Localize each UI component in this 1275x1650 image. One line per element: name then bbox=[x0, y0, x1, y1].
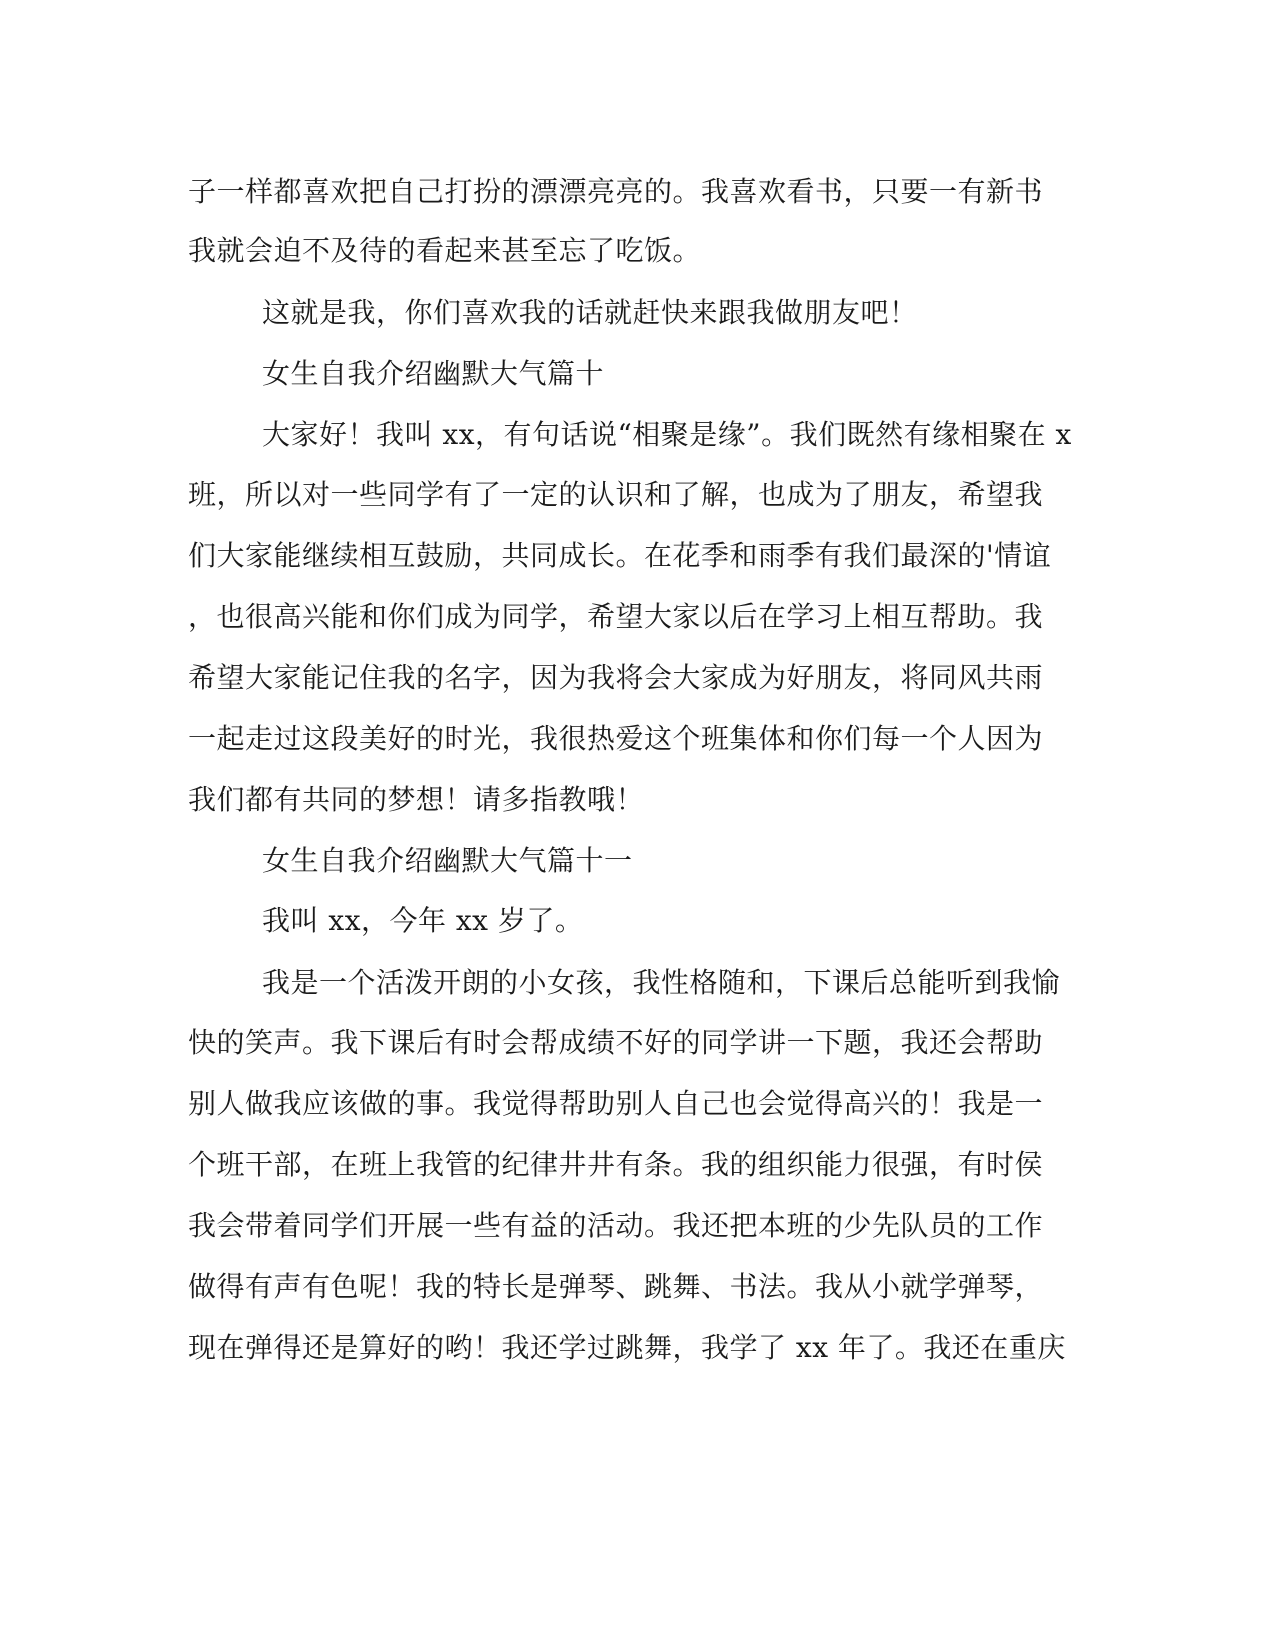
paragraph-line: 子一样都喜欢把自己打扮的漂漂亮亮的。我喜欢看书，只要一有新书 bbox=[188, 175, 1044, 208]
paragraph-line: 希望大家能记住我的名字，因为我将会大家成为好朋友，将同风共雨 bbox=[188, 661, 1044, 694]
paragraph-line: ，也很高兴能和你们成为同学，希望大家以后在学习上相互帮助。我 bbox=[188, 600, 1044, 633]
paragraph-line: 们大家能继续相互鼓励，共同成长。在花季和雨季有我们最深的'情谊 bbox=[188, 539, 1052, 572]
paragraph-line: 我会带着同学们开展一些有益的活动。我还把本班的少先队员的工作 bbox=[188, 1209, 1044, 1242]
paragraph-line: 一起走过这段美好的时光，我很热爱这个班集体和你们每一个人因为 bbox=[188, 722, 1044, 755]
paragraph-line: 我是一个活泼开朗的小女孩，我性格随和，下课后总能听到我愉 bbox=[262, 966, 1061, 999]
paragraph-line: 我叫 xx，今年 xx 岁了。 bbox=[262, 904, 584, 937]
paragraph-line: 班，所以对一些同学有了一定的认识和了解，也成为了朋友，希望我 bbox=[188, 478, 1044, 511]
paragraph-line: 大家好！我叫 xx，有句话说“相聚是缘”。我们既然有缘相聚在 x bbox=[262, 418, 1072, 451]
section-heading: 女生自我介绍幽默大气篇十 bbox=[262, 357, 605, 390]
paragraph-line: 我们都有共同的梦想！请多指教哦！ bbox=[188, 783, 645, 816]
paragraph-line: 别人做我应该做的事。我觉得帮助别人自己也会觉得高兴的！我是一 bbox=[188, 1087, 1044, 1120]
paragraph-line: 现在弹得还是算好的哟！我还学过跳舞，我学了 xx 年了。我还在重庆 bbox=[188, 1331, 1066, 1364]
section-heading: 女生自我介绍幽默大气篇十一 bbox=[262, 844, 633, 877]
paragraph-line: 个班干部，在班上我管的纪律井井有条。我的组织能力很强，有时侯 bbox=[188, 1148, 1044, 1181]
paragraph-line: 这就是我，你们喜欢我的话就赶快来跟我做朋友吧！ bbox=[262, 296, 918, 329]
paragraph-line: 做得有声有色呢！我的特长是弹琴、跳舞、书法。我从小就学弹琴， bbox=[188, 1270, 1044, 1303]
paragraph-line: 我就会迫不及待的看起来甚至忘了吃饭。 bbox=[188, 234, 702, 267]
paragraph-line: 快的笑声。我下课后有时会帮成绩不好的同学讲一下题，我还会帮助 bbox=[188, 1026, 1044, 1059]
